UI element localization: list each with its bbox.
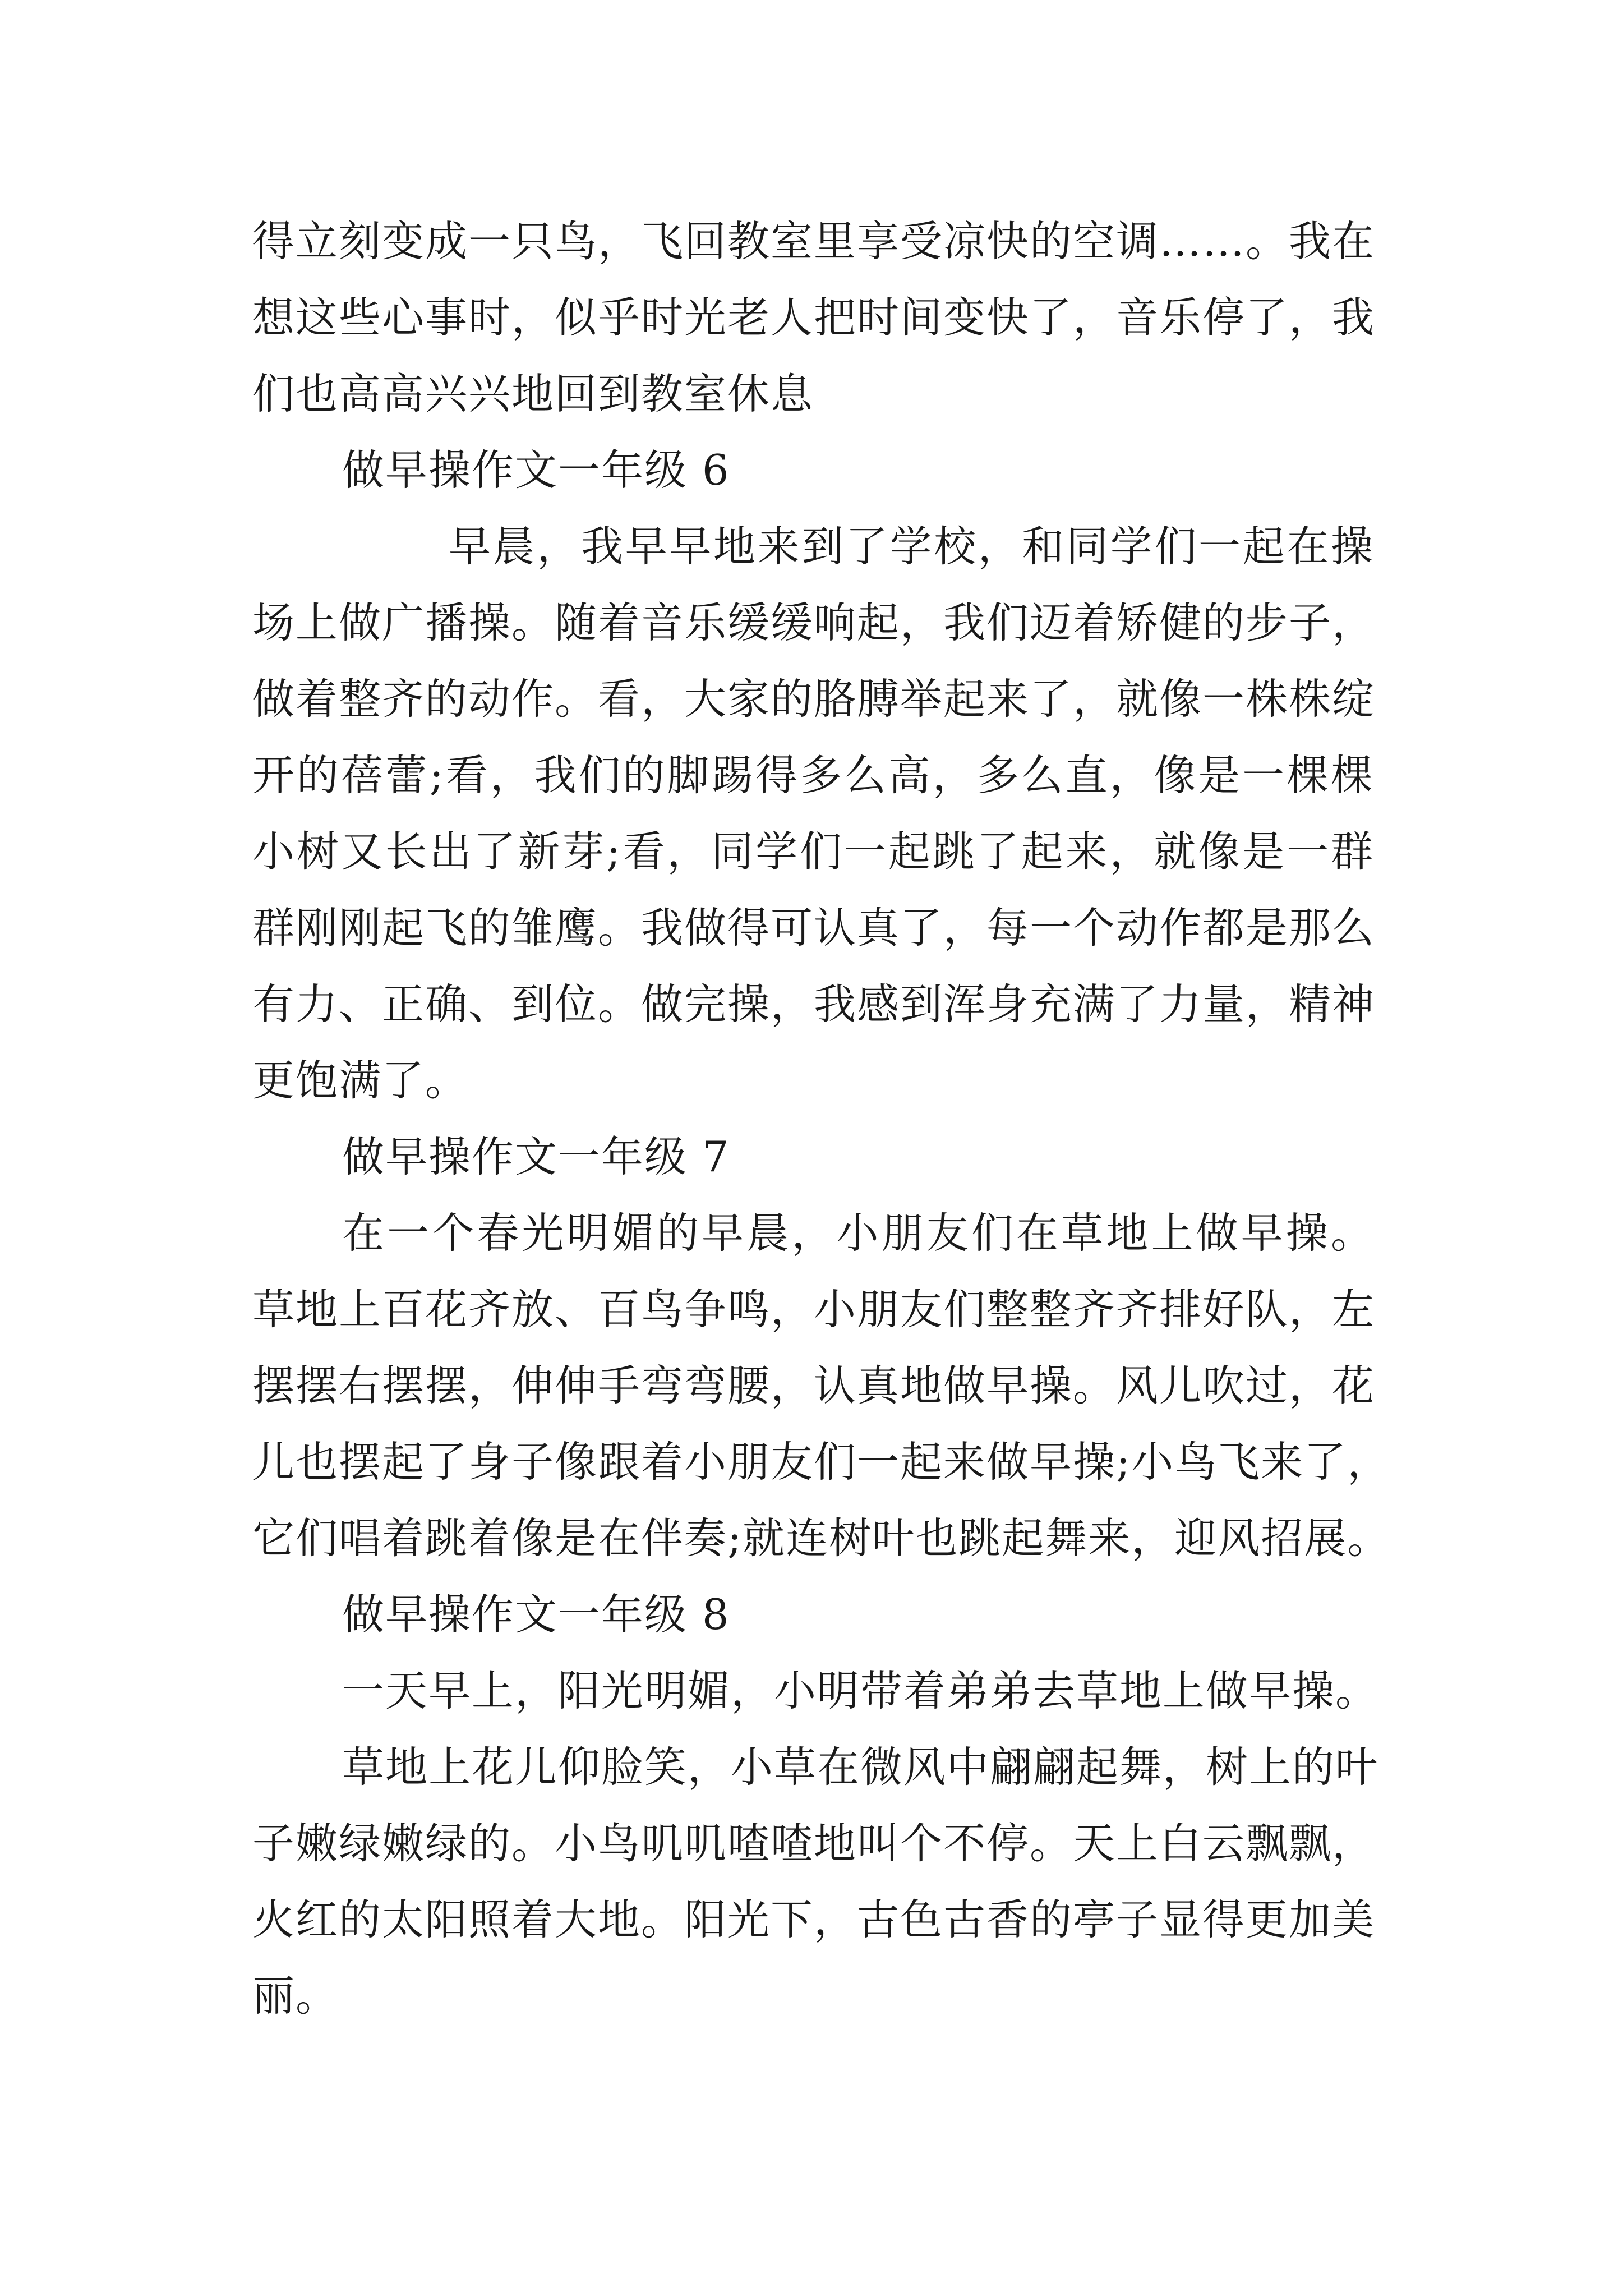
text-line: 摆摆右摆摆，伸伸手弯弯腰，认真地做早操。风儿吹过，花: [252, 1361, 1376, 1410]
text-line: 一天早上，阳光明媚，小明带着弟弟去草地上做早操。: [342, 1666, 1379, 1715]
text-line: 早晨，我早早地来到了学校，和同学们一起在操: [449, 522, 1374, 571]
text-line: 丽。: [252, 1971, 339, 2021]
text-line: 场上做广播操。随着音乐缓缓响起，我们迈着矫健的步子，: [252, 598, 1376, 647]
text-line: 群刚刚起飞的雏鹰。我做得可认真了，每一个动作都是那么: [252, 903, 1376, 953]
text-line: 儿也摆起了身子像跟着小朋友们一起来做早操;小鸟飞来了，: [252, 1437, 1391, 1487]
text-line: 做着整齐的动作。看，大家的胳膊举起来了，就像一株株绽: [252, 674, 1376, 724]
text-line: 子嫩绿嫩绿的。小鸟叽叽喳喳地叫个不停。天上白云飘飘，: [252, 1819, 1376, 1868]
text-line: 草地上花儿仰脸笑，小草在微风中翩翩起舞，树上的叶: [342, 1742, 1379, 1792]
text-line: 们也高高兴兴地回到教室休息: [252, 369, 814, 418]
text-line: 得立刻变成一只鸟，飞回教室里享受凉快的空调……。我在: [252, 217, 1376, 266]
section-heading: 做早操作文一年级 6: [342, 445, 730, 495]
section-heading: 做早操作文一年级 8: [342, 1590, 730, 1639]
text-line: 在一个春光明媚的早晨，小朋友们在草地上做早操。: [342, 1208, 1374, 1258]
section-heading: 做早操作文一年级 7: [342, 1132, 730, 1181]
text-line: 更饱满了。: [252, 1056, 469, 1105]
text-line: 开的蓓蕾;看，我们的脚踢得多么高，多么直，像是一棵棵: [252, 751, 1374, 800]
text-line: 有力、正确、到位。做完操，我感到浑身充满了力量，精神: [252, 979, 1376, 1029]
text-line: 它们唱着跳着像是在伴奏;就连树叶也跳起舞来，迎风招展。: [252, 1513, 1391, 1563]
text-line: 火红的太阳照着大地。阳光下，古色古香的亭子显得更加美: [252, 1895, 1376, 1944]
text-line: 想这些心事时，似乎时光老人把时间变快了，音乐停了，我: [252, 293, 1376, 342]
text-line: 小树又长出了新芽;看，同学们一起跳了起来，就像是一群: [252, 827, 1374, 876]
text-line: 草地上百花齐放、百鸟争鸣，小朋友们整整齐齐排好队，左: [252, 1285, 1376, 1334]
